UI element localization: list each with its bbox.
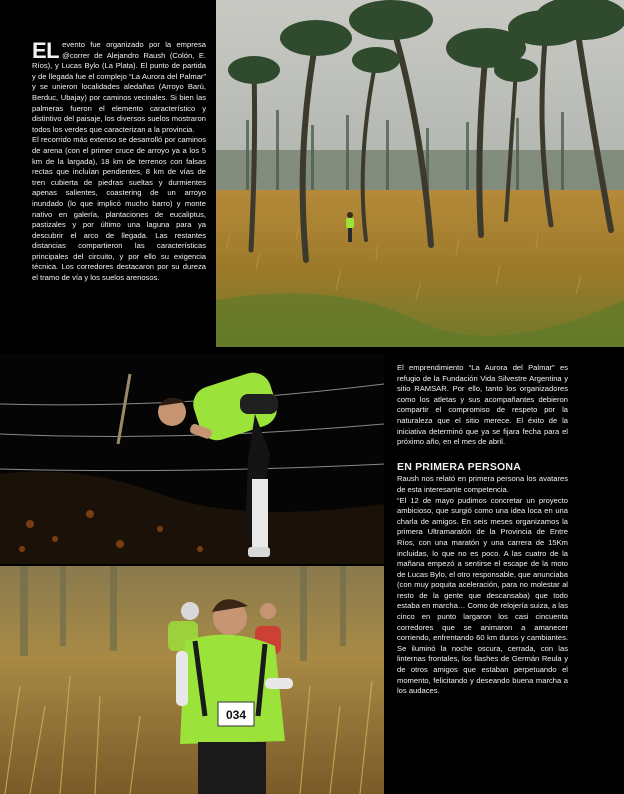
fence-runner-photo (0, 354, 384, 564)
article-column-right (397, 363, 568, 697)
palm-forest-photo (216, 0, 624, 347)
drop-cap: EL (32, 38, 60, 63)
intro-paragraph (32, 40, 206, 135)
section-heading: EN PRIMERA PERSONA (397, 460, 521, 473)
col1-paragraph-1-text: evento fue organizado por la empresa @correr de Alejandro Raush (Colón, E. Ríos), y Lucas Bylo (La Plata). El punto de partida y de llegada fue el complejo “La Aurora del Palmar” y se unieron localidades aledañas (Arroyo Barú, Berduc, Ubajay) por caminos vecinales. Si bien las palmeras fueron el elemento característico y distintivo del paisaje, los diversos suelos mostraron todos los verdes que caracterizan a la provincia. (32, 40, 206, 134)
col2-paragraph-3: “El 12 de mayo pudimos concretar un proyecto ambicioso, que surgió como una idea loca en una charla de amigos. En seis meses organizamos la primera Ultramaratón de la Provincia de Entre Ríos, con una maratón y una carrera de 15Km incluidas, lo que no es poco. A las cuatro de la mañana empezó a sentirse el escape de la moto de Lucas Bylo, el otro responsable, que anunciaba (con muy poquita aceleración, para no molestar al resto de la gente que descansaba) que todo estaba en marcha… Como de relojería suiza, a las cinco en punto largaron los casi cincuenta corredores que se animaron a amanecer corriendo, enfrentando 60 km duros y cambiantes. Se iluminó la noche oscura, cerrada, con las linternas frontales, los flashes de Germán Reula y de otros amigos que estaban perpetuando el momento, felicitando y deseando buena marcha a los audaces. (397, 495, 568, 696)
col2-paragraph-1: El emprendimiento “La Aurora del Palmar” es refugio de la Fundación Vida Silvestre Argentina y sitio RAMSAR. Por ello, tanto los organizadores como los atletas y sus acompañantes debieron compartir el compromiso de respeto por la naturaleza que el sitio merece. El éxito de la iniciativa determinó que ya se fijara fecha para el próximo año, en el mes de abril. (397, 363, 568, 447)
col1-paragraph-2: El recorrido más extenso se desarrolló por caminos de arena (con el primer cruce de arroyo ya a los 5 km de la largada), 18 km de terrenos con falsas rectas que incluían pendientes, 8 km de vías de tren cubierta de piedras sueltas y durmientes apenas salientes, coastering de un arroyo inundado (lo que implicó mucho barro) y monte nativo en galería, plantaciones de eucaliptus, pastizales y por último una laguna para ya descubrir el arco de llegada. Las restantes distancias compartieron las características principales del circuito, y por ello su exigencia técnica. Los corredores destacaron por su dureza el tramo de vía y los suelos arenosos. (32, 135, 206, 283)
article-column-left (32, 40, 206, 284)
bib-number: 034 (225, 708, 247, 722)
runners-grass-photo (0, 566, 384, 794)
col2-paragraph-2: Raush nos relató en primera persona los avatares de esta interesante competencia. (397, 474, 568, 494)
